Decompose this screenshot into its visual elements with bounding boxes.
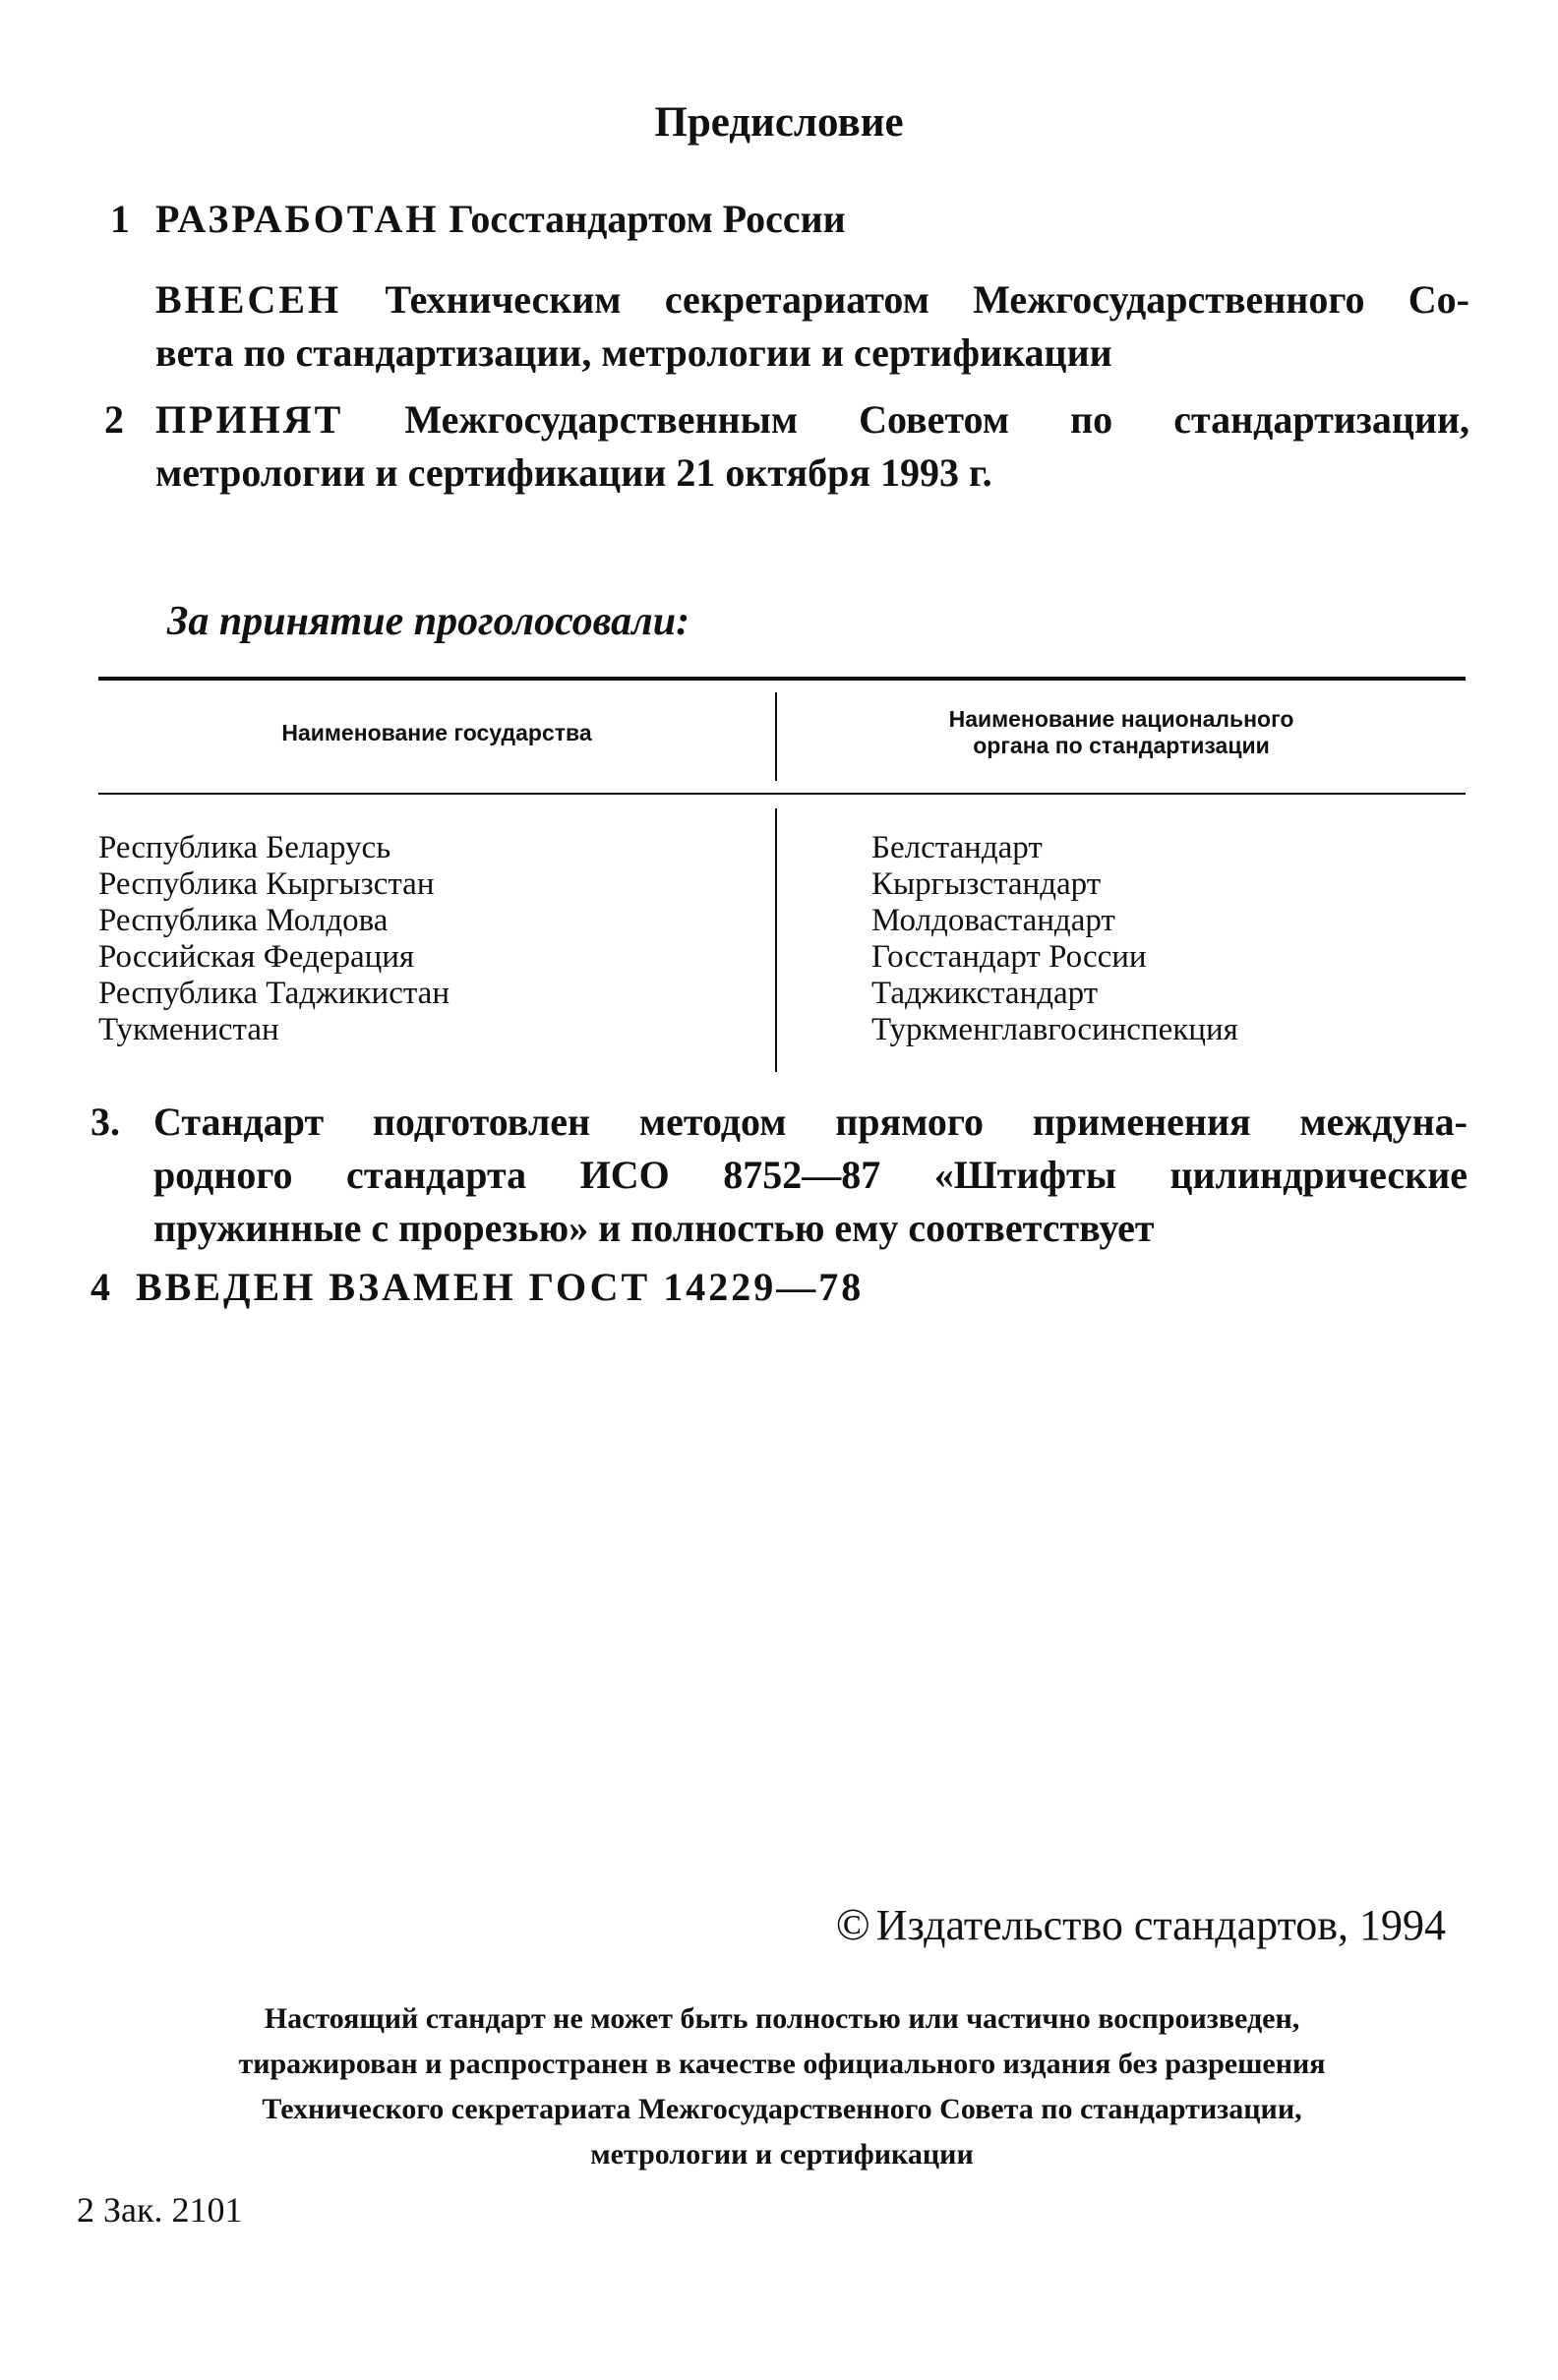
item-2-text (155, 393, 1469, 500)
table-cell-state: Тукменистан (98, 1012, 279, 1047)
notice-line: метрологии и сертификации (590, 2138, 974, 2171)
header-line: Наименование национального (948, 706, 1294, 732)
item-number: 2 (104, 397, 124, 442)
table-cell-state: Республика Кыргызстан (98, 866, 435, 902)
table-cell-state: Российская Федерация (98, 939, 415, 975)
item-line: метрологии и сертификации 21 октября 1993 г. (155, 450, 992, 495)
item-2-adopted (104, 393, 1471, 502)
votes-caption: За принятие проголосовали: (167, 599, 690, 644)
item-1-developed (110, 193, 1468, 252)
table-cell-body: Таджикстандарт (871, 976, 1099, 1011)
notice-line: Технического секретариата Межгосударственного Совета по стандартизации, (262, 2093, 1302, 2125)
item-text: Техническим секретариатом Межгосударственного Со- (341, 277, 1469, 322)
table-header-rule (98, 793, 1466, 795)
order-number: 2 Зак. 2101 (77, 2190, 243, 2230)
header-national-body (777, 706, 1466, 759)
item-keyword: ВНЕСЕН (155, 277, 342, 322)
notice-line: Настоящий стандарт не может быть полностью или частично воспроизведен, (264, 2002, 1300, 2035)
item-line (155, 393, 1469, 446)
item-number: 3. (90, 1100, 120, 1144)
header-state: Наименование государства (281, 720, 592, 745)
state-column (98, 830, 767, 1048)
body-column (871, 830, 1462, 1048)
notice-line: тиражирован и распространен в качестве официального издания без разрешения (238, 2048, 1326, 2080)
item-line: вета по стандартизации, метрологии и сертификации (155, 330, 1112, 375)
reproduction-notice (79, 1996, 1485, 2177)
copyright-line (757, 1898, 1446, 1950)
table-cell-state: Республика Таджикистан (98, 976, 449, 1011)
table-cell-body: Госстандарт России (871, 939, 1147, 975)
table-cell-body: Туркменглавгосинспекция (871, 1012, 1238, 1047)
table-cell-body: Кыргызстандарт (871, 866, 1102, 902)
item-line: пружинные с прорезью» и полностью ему соответствует (153, 1206, 1155, 1250)
item-text: Межгосударственным Советом по стандартизации, (343, 397, 1469, 442)
item-text: ВВЕДЕН ВЗАМЕН ГОСТ 14229—78 (136, 1265, 865, 1309)
votes-table (98, 677, 1466, 1070)
item-1-introduced (155, 273, 1469, 382)
table-cell-state: Республика Молдова (98, 903, 389, 938)
item-text: Госстандартом России (439, 197, 846, 241)
header-line: органа по стандартизации (973, 733, 1270, 758)
item-number: 1 (110, 197, 130, 241)
item-keyword: ПРИНЯТ (155, 397, 344, 442)
item-line: Стандарт подготовлен методом прямого применения междуна- (153, 1100, 1468, 1144)
table-cell-body: Белстандарт (871, 830, 1043, 865)
page-title: Предисловие (654, 99, 904, 146)
item-3-text (153, 1096, 1468, 1255)
item-line: родного стандарта ИСО 8752—87 «Штифты цилиндрические (153, 1153, 1468, 1197)
copyright-text: Издательство стандартов, 1994 (875, 1901, 1446, 1949)
copyright-icon: © (835, 1899, 870, 1949)
table-cell-state: Республика Беларусь (98, 830, 391, 865)
table-cell-body: Молдовастандарт (871, 903, 1115, 938)
table-body-divider (775, 808, 777, 1072)
table-top-rule (98, 677, 1466, 681)
item-1-text (155, 193, 846, 246)
item-line (155, 273, 1469, 327)
item-3-preparation (90, 1096, 1468, 1263)
item-keyword: РАЗРАБОТАН (155, 197, 440, 241)
item-4-replaces (90, 1261, 1468, 1320)
item-number: 4 (90, 1265, 110, 1309)
